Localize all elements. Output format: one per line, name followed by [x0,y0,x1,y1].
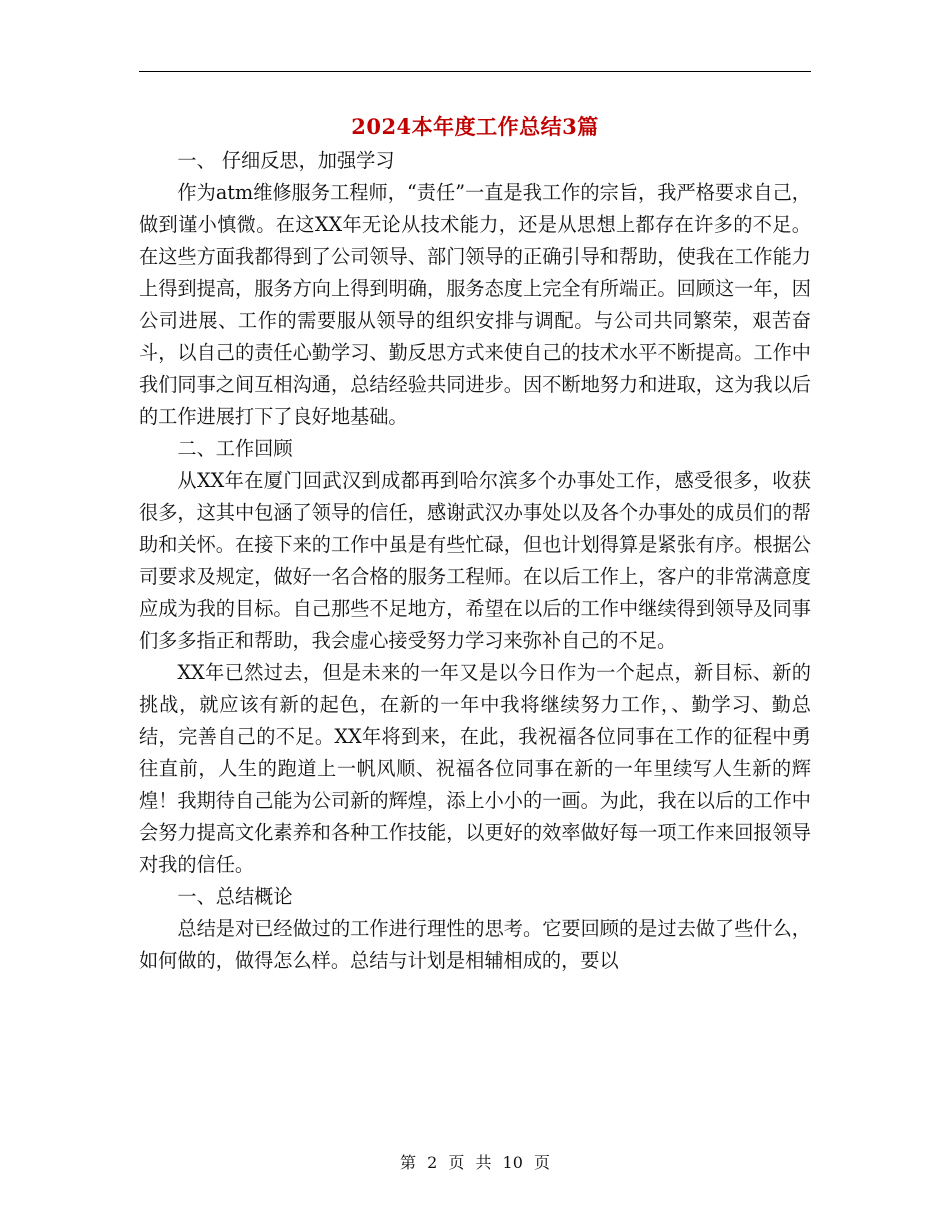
section-heading: 一、 仔细反思，加强学习 [177,149,395,172]
body-paragraph: XX年已然过去，但是未来的一年又是以今日作为一个起点，新目标、新的挑战，就应该有新的起色，在新的一年中我将继续努力工作，、勤学习、勤总结，完善自己的不足。XX年将到来，在此，我祝福各位同事在工作的征程中勇往直前，人生的跑道上一帆风顺、祝福各位同事在新的一年里续写人生新的辉煌！我期待自己能为公司新的辉煌，添上小小的一画。为此，我在以后的工作中会努力提高文化素养和各种工作技能，以更好的效率做好每一项工作来回报领导对我的信任。 [139,661,811,876]
section-heading: 二、工作回顾 [177,437,293,460]
section-heading: 一、总结概论 [177,885,293,908]
document-title: 2024本年度工作总结3篇 [351,114,599,139]
body-paragraph: 总结是对已经做过的工作进行理性的思考。它要回顾的是过去做了些什么，如何做的，做得怎么样。总结与计划是相辅相成的，要以 [139,917,811,972]
header-rule [139,71,811,72]
body-paragraph: 从XX年在厦门回武汉到成都再到哈尔滨多个办事处工作，感受很多，收获很多，这其中包涵了领导的信任，感谢武汉办事处以及各个办事处的成员们的帮助和关怀。在接下来的工作中虽是有些忙碌，但也计划得算是紧张有序。根据公司要求及规定，做好一名合格的服务工程师。在以后工作上，客户的非常满意度应成为我的目标。自己那些不足地方，希望在以后的工作中继续得到领导及同事们多多指正和帮助，我会虚心接受努力学习来弥补自己的不足。 [139,469,811,652]
page-number: 第 2 页 共 10 页 [400,1153,550,1172]
body-paragraph: 作为atm维修服务工程师，“责任”一直是我工作的宗旨，我严格要求自己，做到谨小慎微。在这XX年无论从技术能力，还是从思想上都存在许多的不足。在这些方面我都得到了公司领导、部门领导的正确引导和帮助，使我在工作能力上得到提高，服务方向上得到明确，服务态度上完全有所端正。回顾这一年，因公司进展、工作的需要服从领导的组织安排与调配。与公司共同繁荣，艰苦奋斗，以自己的责任心勤学习、勤反思方式来使自己的技术水平不断提高。工作中我们同事之间互相沟通，总结经验共同进步。因不断地努力和进取，这为我以后的工作进展打下了良好地基础。 [139,181,811,428]
document-body [139,145,811,977]
